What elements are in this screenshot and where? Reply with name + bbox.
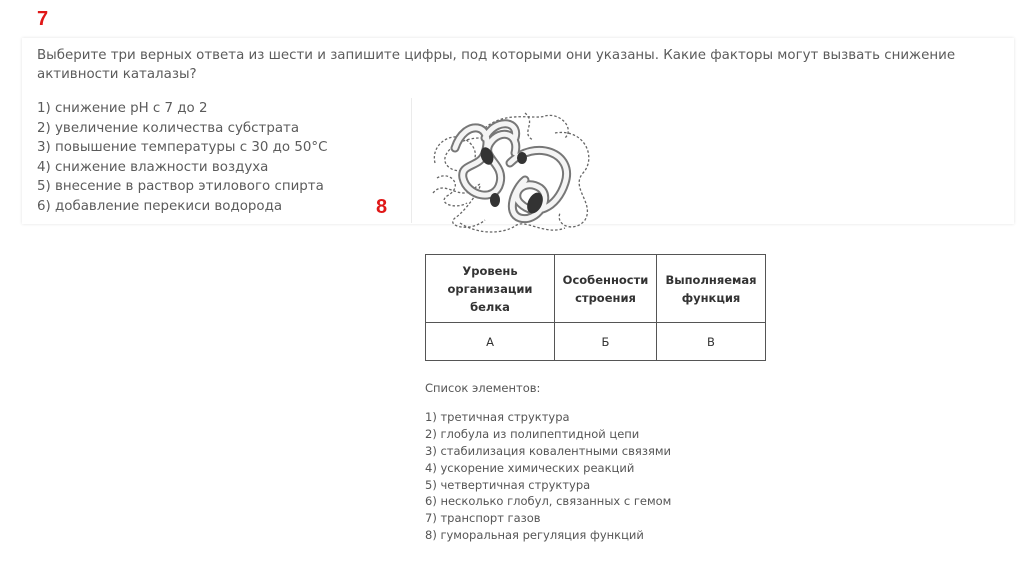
list-item: 8) гуморальная регуляция функций bbox=[425, 528, 644, 543]
protein-table bbox=[425, 254, 766, 361]
table-header: Особенности строения bbox=[555, 255, 657, 323]
list-item: 7) транспорт газов bbox=[425, 511, 541, 526]
list-item: 6) несколько глобул, связанных с гемом bbox=[425, 494, 672, 509]
question-8-number: 8 bbox=[376, 196, 388, 218]
hemoglobin-protein-structure-icon bbox=[425, 108, 605, 243]
table-header-row bbox=[426, 255, 766, 323]
option-2: 2) увеличение количества субстрата bbox=[37, 120, 300, 136]
option-6: 6) добавление перекиси водорода bbox=[37, 198, 283, 214]
list-item: 3) стабилизация ковалентными связями bbox=[425, 443, 672, 458]
table-header: Выполняемая функция bbox=[657, 255, 766, 323]
table-cell: А bbox=[426, 323, 555, 361]
question-7-options bbox=[37, 99, 327, 217]
question-8-options bbox=[425, 409, 671, 544]
table-row bbox=[426, 323, 766, 361]
question-7-text: Выберите три верных ответа из шести и запишите цифры, под которыми они указаны. Какие факторы могут вызвать снижение активности каталазы? bbox=[37, 48, 956, 82]
table-header: Уровень организации белка bbox=[426, 255, 555, 323]
option-5: 5) внесение в раствор этилового спирта bbox=[37, 179, 324, 195]
list-item: 5) четвертичная структура bbox=[425, 477, 591, 492]
element-list-title: Список элементов: bbox=[425, 381, 541, 395]
option-1: 1) снижение pH с 7 до 2 bbox=[37, 101, 208, 116]
table-cell: В bbox=[657, 323, 766, 361]
list-item: 1) третичная структура bbox=[425, 410, 570, 424]
option-3: 3) повышение температуры с 30 до 50°C bbox=[37, 140, 328, 156]
table-cell: Б bbox=[555, 323, 657, 361]
list-item: 4) ускорение химических реакций bbox=[425, 460, 635, 475]
option-4: 4) снижение влажности воздуха bbox=[37, 159, 269, 175]
question-7-number: 7 bbox=[37, 8, 49, 30]
list-item: 2) глобула из полипептидной цепи bbox=[425, 426, 640, 441]
column-divider bbox=[411, 98, 412, 223]
